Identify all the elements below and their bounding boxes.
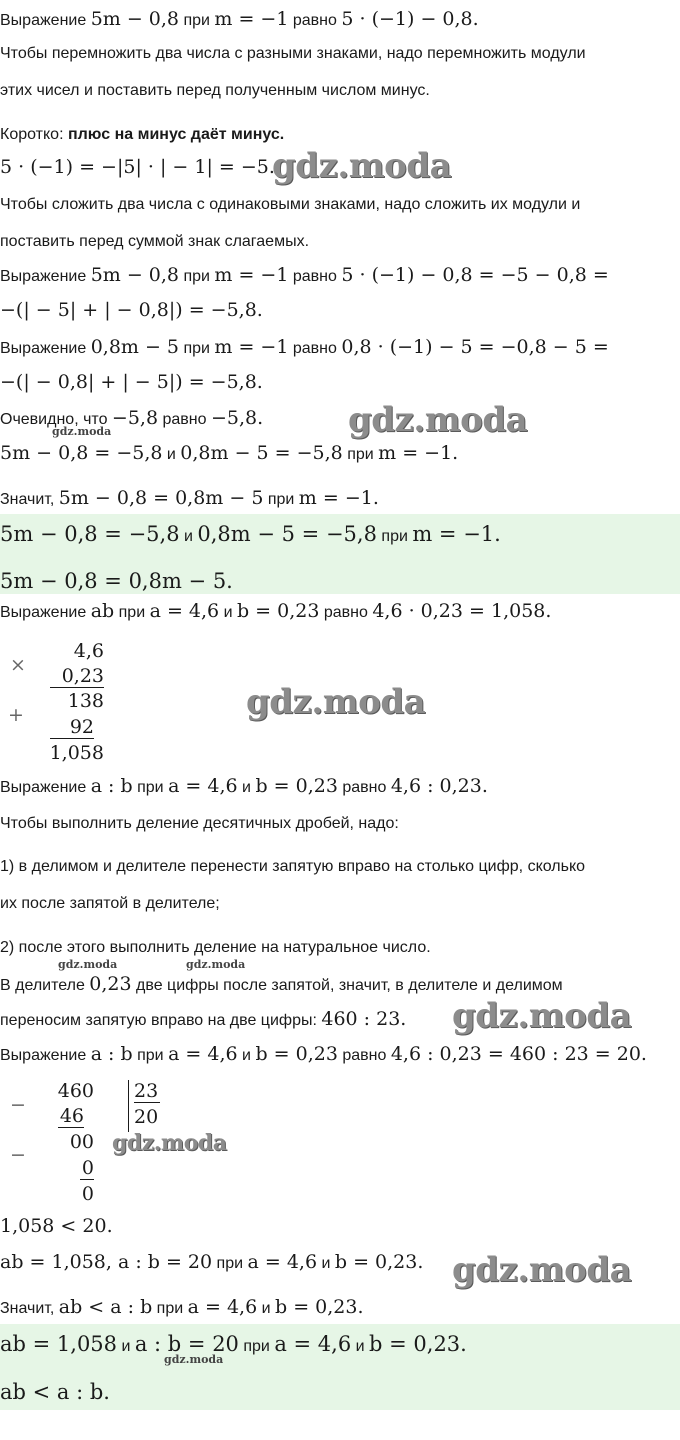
text-line-6: Чтобы сложить два числа с одинаковыми знаками, надо сложить их модули и (0, 196, 581, 213)
remainder-1: 00 (69, 1131, 94, 1153)
text-line-21: В делителе 0,23 две цифры после запятой, значит, в делителе и делимом (0, 973, 563, 995)
mult-partial-2: 92 (50, 716, 94, 739)
text-line-7: поставить перед суммой знак слагаемых. (0, 233, 310, 250)
text-line-3: этих чисел и поставить перед полученным числом минус. (0, 82, 430, 99)
mult-factor-b: 0,23 (50, 665, 104, 688)
watermark-logo-small: gdz.moda (52, 425, 112, 438)
plus-sign: + (8, 704, 24, 726)
answer-line-3: ab = 1,058 и a : b = 20 при a = 4,6 и b = 0,23. (0, 1332, 467, 1356)
watermark-logo: gdz.moda (272, 146, 452, 186)
text-line-23: Выражение a : b при a = 4,6 и b = 0,23 равно 4,6 : 0,23 = 460 : 23 = 20. (0, 1043, 647, 1065)
watermark-logo: gdz.moda (246, 682, 426, 722)
math-line-9: −(| − 5| + | − 0,8|) = −5,8. (0, 299, 263, 321)
math-line-5: 5 · (−1) = −|5| · | − 1| = −5. (0, 156, 275, 178)
watermark-logo-small: gdz.moda (58, 958, 118, 971)
mult-sign: × (10, 654, 26, 676)
watermark-logo-small: gdz.moda (164, 1353, 224, 1366)
mult-factor-a: 4,6 (73, 640, 104, 662)
math-line-24: 1,058 < 20. (0, 1215, 113, 1237)
text-line-13: 5m − 0,8 = −5,8 и 0,8m − 5 = −5,8 при m = −1. (0, 442, 459, 464)
text-line-8: Выражение 5m − 0,8 при m = −1 равно 5 · (−1) − 0,8 = −5 − 0,8 = (0, 264, 609, 286)
mult-partial-1: 138 (67, 690, 104, 712)
text-line-10: Выражение 0,8m − 5 при m = −1 равно 0,8 · (−1) − 5 = −0,8 − 5 = (0, 336, 609, 358)
text-line-17: Чтобы выполнить деление десятичных дробей, надо: (0, 815, 399, 832)
text-line-26: Значит, ab < a : b при a = 4,6 и b = 0,23. (0, 1296, 364, 1318)
dividend: 460 (57, 1080, 94, 1102)
text-line-25: ab = 1,058, a : b = 20 при a = 4,6 и b = 0,23. (0, 1251, 424, 1273)
text-line-19: их после запятой в делителе; (0, 895, 220, 912)
subtrahend-1: 46 (59, 1105, 84, 1127)
text-line-16: Выражение a : b при a = 4,6 и b = 0,23 равно 4,6 : 0,23. (0, 775, 488, 797)
watermark-logo: gdz.moda (452, 996, 632, 1036)
text-line-18: 1) в делимом и делителе перенести запятую вправо на столько цифр, сколько (0, 858, 586, 875)
division-minus-1: − (10, 1094, 26, 1116)
division-minus-2: − (10, 1144, 26, 1166)
answer-line-4: ab < a : b. (0, 1380, 110, 1404)
math-line-11: −(| − 0,8| + | − 5|) = −5,8. (0, 371, 263, 393)
text-line-20: 2) после этого выполнить деление на натуральное число. (0, 939, 431, 956)
text-line-14: Значит, 5m − 0,8 = 0,8m − 5 при m = −1. (0, 487, 379, 509)
text-line-12: Очевидно, что −5,8 равно −5,8. (0, 407, 264, 429)
quotient: 20 (134, 1106, 159, 1128)
answer-line-2: 5m − 0,8 = 0,8m − 5. (0, 569, 233, 593)
subtrahend-2: 0 (81, 1157, 94, 1179)
mult-result: 1,058 (49, 742, 104, 764)
watermark-logo-small: gdz.moda (186, 958, 246, 971)
text-line-1: Выражение 5m − 0,8 при m = −1 равно 5 · (−1) − 0,8. (0, 8, 479, 30)
text-line-4: Коротко: плюс на минус даёт минус. (0, 126, 285, 143)
divisor: 23 (134, 1080, 159, 1102)
answer-line-1: 5m − 0,8 = −5,8 и 0,8m − 5 = −5,8 при m = −1. (0, 522, 501, 546)
text-line-22: переносим запятую вправо на две цифры: 460 : 23. (0, 1008, 407, 1030)
watermark-logo: gdz.moda (452, 1250, 632, 1290)
text-line-2: Чтобы перемножить два числа с разными знаками, надо перемножить модули (0, 45, 586, 62)
watermark-logo: gdz.moda (348, 400, 528, 440)
watermark-logo: gdz.moda (112, 1130, 227, 1156)
text-line-15: Выражение ab при a = 4,6 и b = 0,23 равно 4,6 · 0,23 = 1,058. (0, 600, 552, 622)
remainder-2: 0 (81, 1183, 94, 1205)
division-bar (128, 1080, 129, 1132)
